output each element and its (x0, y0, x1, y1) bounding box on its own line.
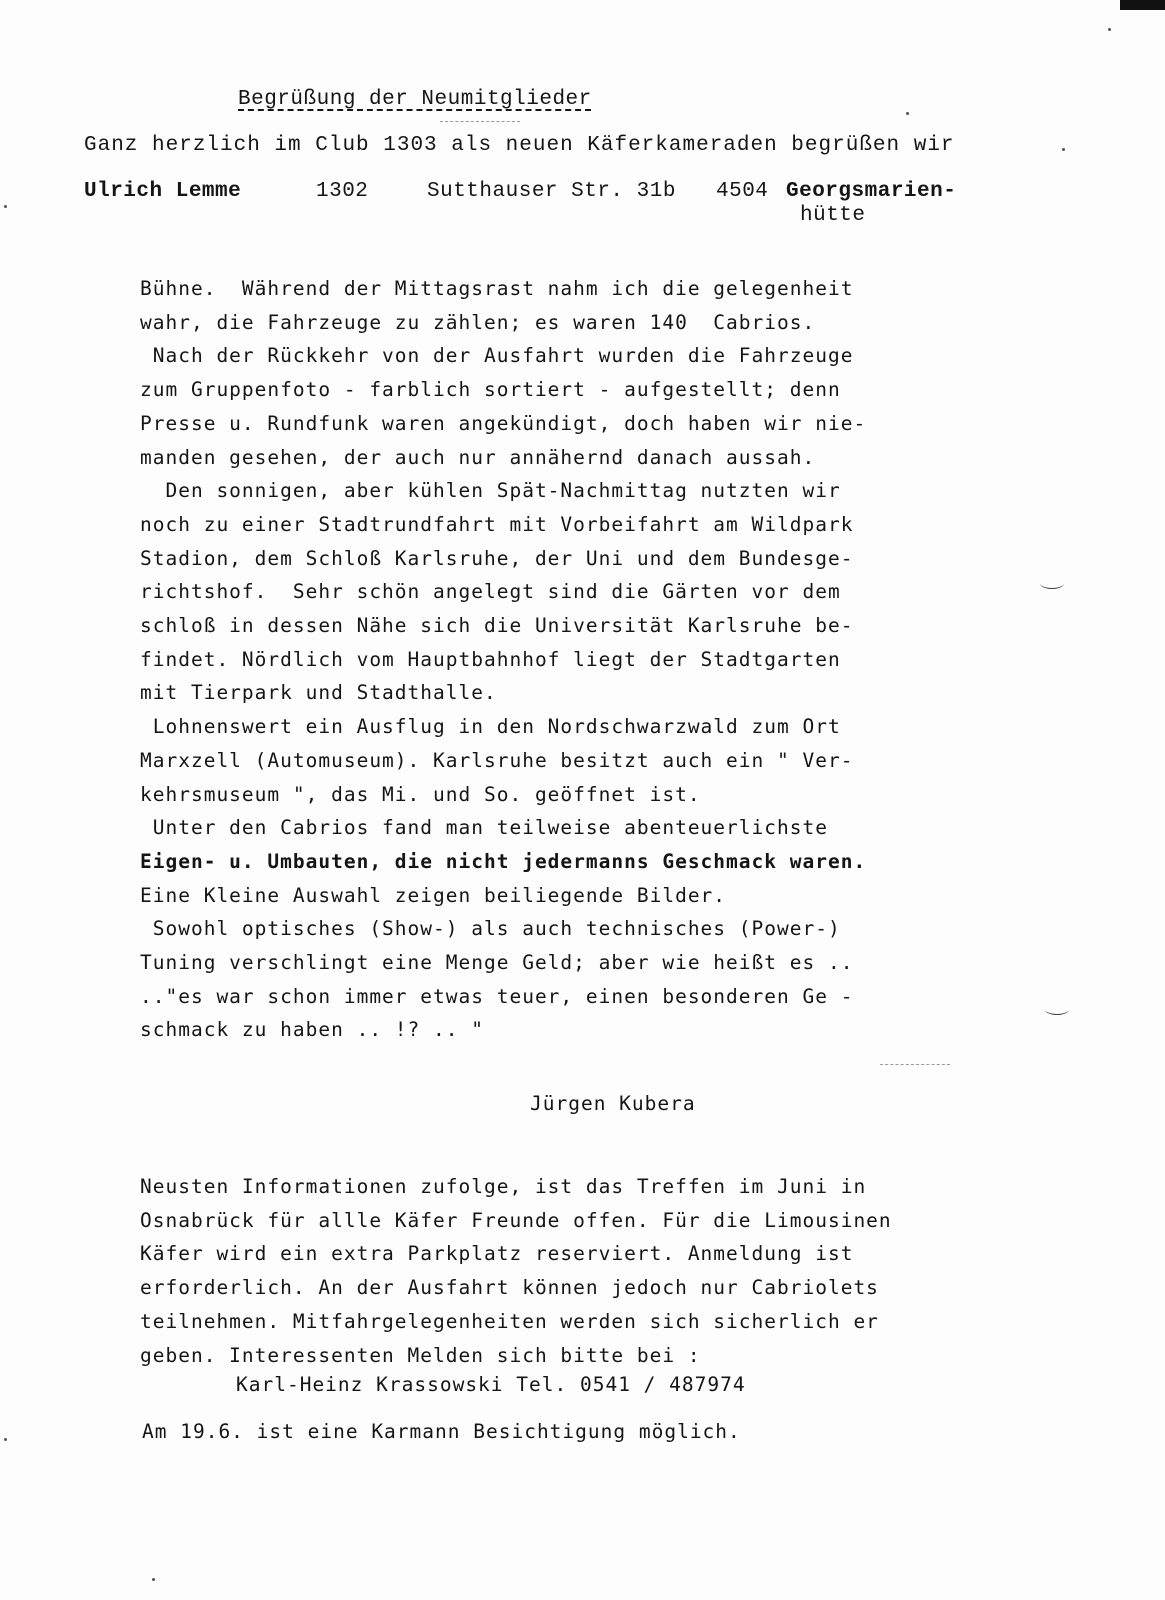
scan-curve-mark (1040, 578, 1064, 589)
scan-dash-mark (440, 121, 520, 122)
info-line: geben. Interessenten Melden sich bitte bei : (140, 1343, 701, 1367)
scan-curve-mark (1045, 1004, 1069, 1015)
member-city-line2: hütte (800, 204, 866, 227)
body-line: Presse u. Rundfunk waren angekündigt, doch haben wir nie- (140, 411, 867, 435)
body-line: richtshof. Sehr schön angelegt sind die Gärten vor dem (140, 580, 841, 604)
info-line: Neusten Informationen zufolge, ist das Treffen im Juni in (140, 1175, 867, 1198)
body-line: mit Tierpark und Stadthalle. (140, 681, 497, 705)
member-number: 1302 (316, 180, 369, 203)
scan-speck (906, 112, 909, 115)
body-line: Den sonnigen, aber kühlen Spät-Nachmittag nutzten wir (140, 479, 841, 503)
author-signature: Jürgen Kubera (530, 1092, 696, 1115)
body-line: Lohnenswert ein Ausflug in den Nordschwarzwald zum Ort (140, 715, 841, 739)
member-city-line1: Georgsmarien- (786, 180, 957, 203)
body-line: schmack zu haben .. !? .. " (140, 1018, 484, 1042)
body-line: findet. Nördlich vom Hauptbahnhof liegt der Stadtgarten (140, 647, 841, 671)
info-line: teilnehmen. Mitfahrgelegenheiten werden sich sicherlich er (140, 1309, 879, 1333)
body-line: kehrsmuseum ", das Mi. und So. geöffnet ist. (140, 782, 701, 806)
info-line: Käfer wird ein extra Parkplatz reserviert. Anmeldung ist (140, 1242, 854, 1266)
corner-scan-mark (1120, 0, 1165, 10)
scan-speck (4, 205, 7, 208)
report-body (140, 272, 920, 1047)
page-heading: Begrüßung der Neumitglieder (238, 88, 592, 111)
body-line: Bühne. Während der Mittagsrast nahm ich die gelegenheit (140, 277, 854, 300)
info-line: erforderlich. An der Ausfahrt können jedoch nur Cabriolets (140, 1276, 879, 1300)
body-line: schloß in dessen Nähe sich die Universität Karlsruhe be- (140, 614, 854, 638)
body-line: zum Gruppenfoto - farblich sortiert - aufgestellt; denn (140, 378, 841, 402)
body-line: noch zu einer Stadtrundfahrt mit Vorbeifahrt am Wildpark (140, 512, 854, 536)
scan-dash-mark (880, 1064, 950, 1065)
body-line: manden gesehen, der auch nur annähernd danach aussah. (140, 445, 816, 469)
info-line: Osnabrück für allle Käfer Freunde offen. Für die Limousinen (140, 1208, 892, 1232)
member-zip: 4504 (716, 180, 769, 203)
body-line: Stadion, dem Schloß Karlsruhe, der Uni und dem Bundesge- (140, 546, 854, 570)
body-line: Unter den Cabrios fand man teilweise abenteuerlichste (140, 816, 828, 840)
body-line: Tuning verschlingt eine Menge Geld; aber wie heißt es .. (140, 951, 854, 975)
body-line: wahr, die Fahrzeuge zu zählen; es waren 140 Cabrios. (140, 310, 816, 334)
scan-speck (1108, 28, 1111, 31)
body-line: Marxzell (Automuseum). Karlsruhe besitzt auch ein " Ver- (140, 748, 854, 772)
contact-person: Karl-Heinz Krassowski Tel. 0541 / 487974 (236, 1373, 746, 1396)
scan-speck (152, 1578, 155, 1581)
member-name: Ulrich Lemme (84, 180, 242, 203)
welcome-sentence: Ganz herzlich im Club 1303 als neuen Käferkameraden begrüßen wir (84, 134, 955, 157)
member-street: Sutthauser Str. 31b (427, 180, 676, 203)
body-line: .."es war schon immer etwas teuer, einen besonderen Ge - (140, 984, 854, 1008)
body-line: Eigen- u. Umbauten, die nicht jedermanns Geschmack waren. (140, 849, 867, 873)
scan-speck (4, 1438, 7, 1441)
body-line: Sowohl optisches (Show-) als auch technisches (Power-) (140, 917, 841, 941)
final-note: Am 19.6. ist eine Karmann Besichtigung möglich. (142, 1420, 741, 1443)
body-line: Eine Kleine Auswahl zeigen beiliegende Bilder. (140, 883, 727, 907)
meeting-info (140, 1170, 960, 1372)
body-line: Nach der Rückkehr von der Ausfahrt wurden die Fahrzeuge (140, 344, 854, 368)
scan-speck (1062, 148, 1065, 151)
